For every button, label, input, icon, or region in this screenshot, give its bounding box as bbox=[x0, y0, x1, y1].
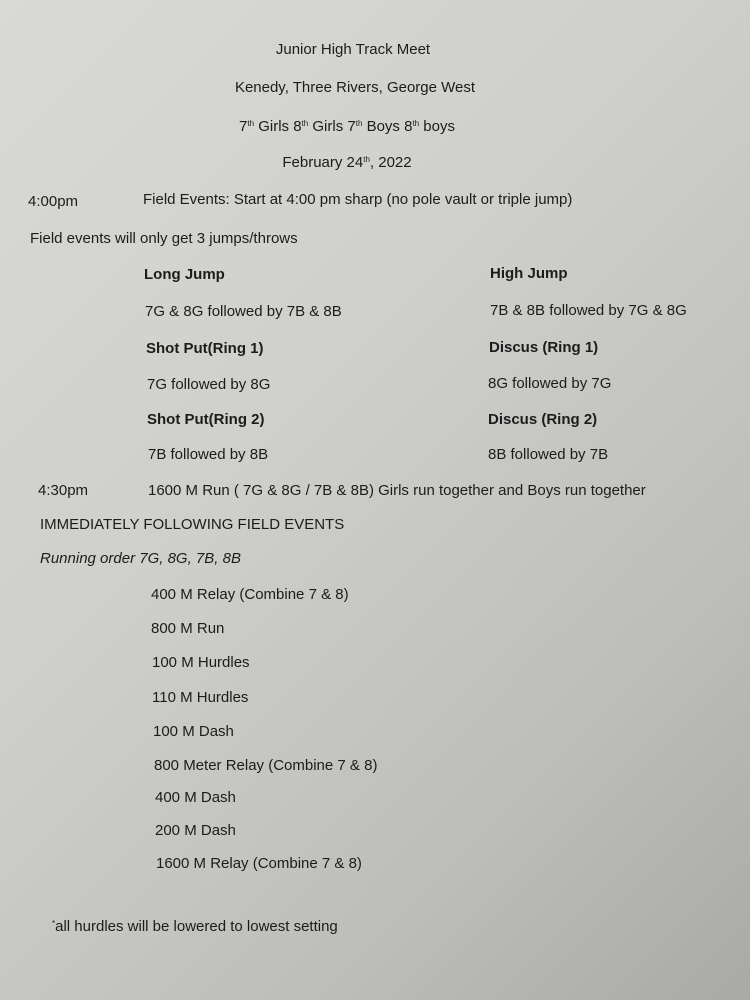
event-discus-ring-2: Discus (Ring 2) bbox=[488, 411, 598, 428]
meet-title: Junior High Track Meet bbox=[275, 41, 431, 58]
immediately-following: IMMEDIATELY FOLLOWING FIELD EVENTS bbox=[40, 516, 345, 533]
event-shot-put-ring-2: Shot Put(Ring 2) bbox=[147, 411, 265, 428]
running-order: Running order 7G, 8G, 7B, 8B bbox=[40, 550, 241, 567]
event-high-jump: High Jump bbox=[490, 265, 568, 282]
running-event: 100 M Dash bbox=[153, 723, 234, 740]
event-long-jump: Long Jump bbox=[144, 266, 225, 283]
running-event: 110 M Hurdles bbox=[152, 689, 249, 706]
order-shot-put-ring-2: 7B followed by 8B bbox=[148, 446, 269, 463]
field-events-time: 4:00pm bbox=[28, 193, 79, 210]
order-high-jump: 7B & 8B followed by 7G & 8G bbox=[490, 302, 687, 319]
running-event: 800 M Run bbox=[151, 620, 225, 637]
run-1600-line: 1600 M Run ( 7G & 8G / 7B & 8B) Girls run together and Boys run together bbox=[148, 482, 646, 499]
division-8-boys: 8th boys bbox=[404, 118, 455, 135]
running-event: 1600 M Relay (Combine 7 & 8) bbox=[156, 855, 362, 872]
running-event: 100 M Hurdles bbox=[152, 654, 250, 671]
order-discus-ring-2: 8B followed by 7B bbox=[488, 446, 609, 463]
meet-date: February 24th, 2022 bbox=[282, 154, 412, 171]
division-7-boys: 7th Boys bbox=[347, 118, 400, 135]
footnote-star: * bbox=[52, 919, 56, 928]
footnote: *all hurdles will be lowered to lowest setting bbox=[52, 918, 338, 935]
order-shot-put-ring-1: 7G followed by 8G bbox=[147, 376, 271, 393]
running-time: 4:30pm bbox=[38, 482, 89, 499]
order-discus-ring-1: 8G followed by 7G bbox=[488, 375, 612, 392]
field-events-heading: Field Events: Start at 4:00 pm sharp (no pole vault or triple jump) bbox=[143, 191, 573, 208]
divisions-line bbox=[0, 118, 722, 136]
order-long-jump: 7G & 8G followed by 7B & 8B bbox=[145, 303, 342, 320]
running-event: 400 M Relay (Combine 7 & 8) bbox=[151, 586, 349, 603]
event-discus-ring-1: Discus (Ring 1) bbox=[489, 339, 599, 356]
running-event: 400 M Dash bbox=[155, 789, 236, 806]
schools-line: Kenedy, Three Rivers, George West bbox=[234, 79, 476, 96]
running-event: 800 Meter Relay (Combine 7 & 8) bbox=[154, 757, 378, 774]
field-events-note: Field events will only get 3 jumps/throws bbox=[30, 230, 298, 247]
running-event: 200 M Dash bbox=[155, 822, 236, 839]
event-shot-put-ring-1: Shot Put(Ring 1) bbox=[146, 340, 264, 357]
division-7-girls: 7th Girls bbox=[239, 118, 290, 135]
division-8-girls: 8th Girls bbox=[293, 118, 344, 135]
